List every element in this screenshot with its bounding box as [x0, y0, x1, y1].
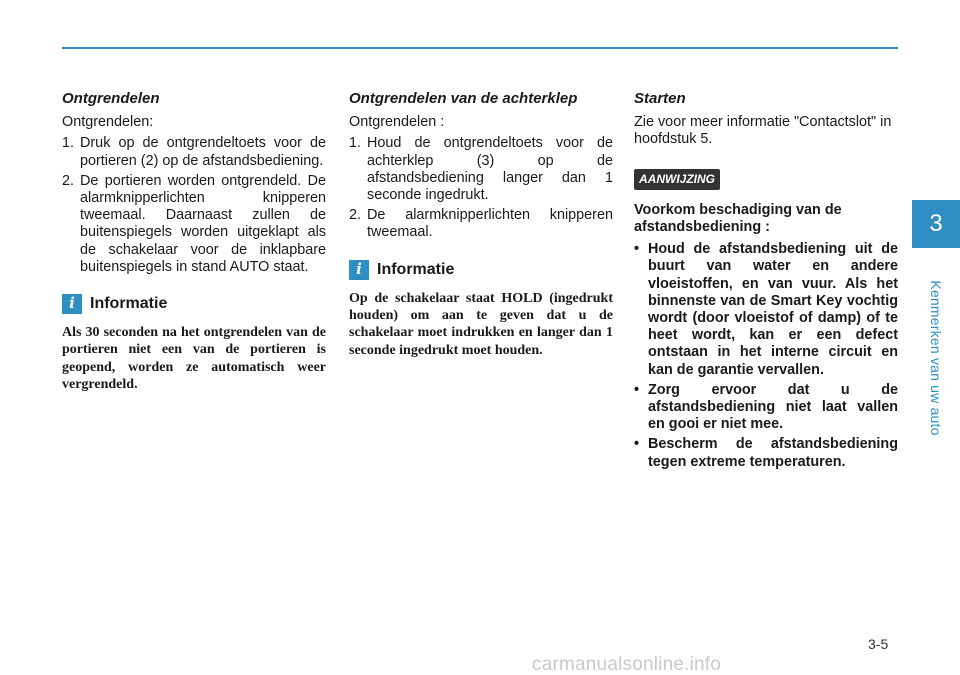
info-text: Als 30 seconden na het ontgrendelen van de portieren niet een van de portieren is geopend, worden ze automatisch weer vergrendeld.	[62, 325, 326, 392]
section-intro: Ontgrendelen:	[62, 114, 154, 131]
chapter-label: Kenmerken van uw auto	[928, 280, 944, 436]
bullet-item	[634, 382, 898, 434]
section-heading: Ontgrendelen van de achterklep	[349, 90, 578, 107]
info-title: Informatie	[377, 261, 455, 279]
bullet-item	[634, 241, 898, 379]
column-achterklep	[349, 90, 613, 359]
bullet-dot: •	[634, 381, 640, 398]
list-text: De alarmknipperlichten knipperen tweemaal.	[367, 207, 613, 241]
section-intro: Zie voor meer informatie "Contactslot" in hoofdstuk 5.	[634, 114, 892, 148]
list-number: 1.	[62, 135, 75, 152]
watermark: carmanualsonline.info	[532, 654, 722, 675]
info-title: Informatie	[90, 295, 168, 313]
list-item	[349, 207, 613, 241]
info-text: Op de schakelaar staat HOLD (ingedrukt houden) om aan te geven dat u de schakelaar moet indrukken en langer dan 1 seconde ingedrukt moet houden.	[349, 290, 613, 358]
chapter-tab	[912, 200, 960, 248]
bullet-text: Houd de afstandsbediening uit de buurt van water en andere vloeistoffen, en van vuur. Als het binnenste van de Smart Key vochtig wordt (door vloeistof of damp) of te heet wordt, kan er een defect ontstaan in het interne circuit en kan de garantie vervallen.	[648, 241, 898, 378]
list-item	[62, 173, 326, 276]
bullet-text: Zorg ervoor dat u de afstandsbediening niet laat vallen en gooi er niet mee.	[648, 381, 898, 433]
notice-badge: AANWIJZING	[634, 169, 720, 190]
list-text: De portieren worden ontgrendeld. De alarmknipperlichten knipperen tweemaal. Daarnaast zullen de buitenspiegels worden uitgeklapt als de schakelaar voor de inklapbare buitenspiegels in stand AUTO staat.	[80, 172, 326, 275]
info-header	[62, 294, 326, 314]
list-number: 2.	[349, 207, 362, 224]
bullet-dot: •	[634, 436, 640, 453]
list-text: Houd de ontgrendeltoets voor de achterklep (3) op de afstandsbediening langer dan 1 seconde ingedrukt.	[367, 135, 613, 204]
info-icon: i	[349, 260, 369, 280]
info-icon: i	[62, 294, 82, 314]
column-starten	[634, 90, 898, 474]
list-item	[62, 135, 326, 169]
section-intro: Ontgrendelen :	[349, 114, 445, 131]
column-ontgrendelen	[62, 90, 326, 393]
header-rule	[62, 47, 898, 49]
page-number: 3-5	[868, 636, 889, 652]
bullet-item	[634, 436, 898, 470]
list-item	[349, 135, 613, 204]
chapter-number: 3	[929, 210, 943, 237]
section-heading: Ontgrendelen	[62, 90, 160, 107]
list-number: 1.	[349, 135, 362, 152]
notice-intro: Voorkom beschadiging van de afstandsbediening :	[634, 201, 842, 236]
list-number: 2.	[62, 172, 75, 189]
section-heading: Starten	[634, 90, 686, 107]
bullet-dot: •	[634, 241, 640, 258]
info-header	[349, 260, 613, 280]
list-text: Druk op de ontgrendeltoets voor de portieren (2) op de afstandsbediening.	[80, 135, 326, 169]
bullet-text: Bescherm de afstandsbediening tegen extreme temperaturen.	[648, 436, 898, 470]
